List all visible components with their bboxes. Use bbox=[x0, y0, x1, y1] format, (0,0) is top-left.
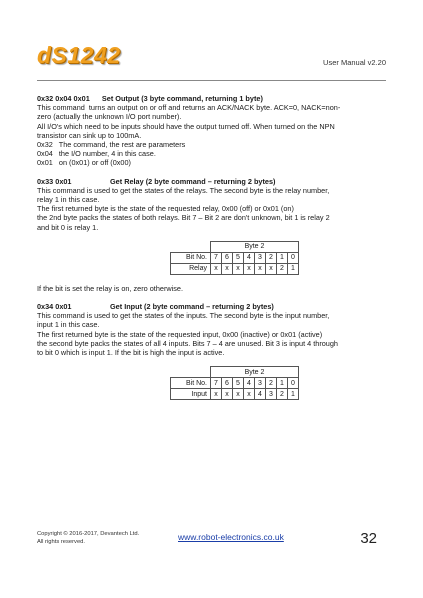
text-line: 0x32 The command, the rest are parameters bbox=[37, 140, 186, 150]
table-cell: 5 bbox=[233, 252, 244, 263]
table-cell: 6 bbox=[222, 378, 233, 389]
table-cell: 1 bbox=[277, 252, 288, 263]
ds1242-logo: dS1242 bbox=[37, 42, 121, 68]
table-cell: 2 bbox=[277, 389, 288, 400]
table-cell: x bbox=[233, 389, 244, 400]
table-cell: x bbox=[266, 263, 277, 274]
table-cell: x bbox=[222, 263, 233, 274]
table-cell: x bbox=[222, 389, 233, 400]
table-cell: 0 bbox=[288, 252, 299, 263]
table-row bbox=[171, 389, 299, 400]
table-cell: 2 bbox=[277, 263, 288, 274]
manual-version: User Manual v2.20 bbox=[323, 58, 386, 67]
text-line: 0x04 the I/O number, 4 in this case. bbox=[37, 149, 156, 159]
table-cell: 0 bbox=[288, 378, 299, 389]
text-line: the second byte packs the states of all 4 inputs. Bits 7 – 4 are unused. Bit 3 is input 4 through bbox=[37, 338, 338, 348]
table-cell: x bbox=[255, 263, 266, 274]
text-line: zero (actually the unknown I/O port number). bbox=[37, 112, 182, 122]
input-bit-table bbox=[170, 366, 299, 400]
table-row bbox=[171, 252, 299, 263]
table-cell: 5 bbox=[233, 378, 244, 389]
table-cell: x bbox=[233, 263, 244, 274]
table-cell: 4 bbox=[255, 389, 266, 400]
text-line: to bit 0 which is input 1. If the bit is high the input is active. bbox=[37, 348, 225, 358]
text-line: This command turns an output on or off and returns an ACK/NACK byte. ACK=0, NACK=non- bbox=[37, 103, 341, 113]
table-cell: x bbox=[211, 263, 222, 274]
page-number: 32 bbox=[360, 530, 377, 547]
byte-header: Byte 2 bbox=[211, 241, 299, 252]
page-content bbox=[37, 94, 387, 400]
row-label: Relay bbox=[171, 263, 211, 274]
text-line: and bit 0 is relay 1. bbox=[37, 222, 99, 232]
byte-header: Byte 2 bbox=[211, 367, 299, 378]
row-label: Bit No. bbox=[171, 252, 211, 263]
table-cell: 1 bbox=[277, 378, 288, 389]
table-cell: 3 bbox=[255, 378, 266, 389]
text-line: This command is used to get the states of the relays. The second byte is the relay number, bbox=[37, 185, 330, 195]
table-cell: x bbox=[244, 263, 255, 274]
relay-bit-table bbox=[170, 241, 299, 275]
table-cell: 4 bbox=[244, 378, 255, 389]
table-cell: 4 bbox=[244, 252, 255, 263]
table-cell: 7 bbox=[211, 378, 222, 389]
table-cell: 3 bbox=[255, 252, 266, 263]
table-cell: 7 bbox=[211, 252, 222, 263]
text-line: the 2nd byte packs the states of both relays. Bit 7 – Bit 2 are don't unknown, bit 1 is relay 2 bbox=[37, 213, 330, 223]
text-line: The first returned byte is the state of the requested input, 0x00 (inactive) or 0x01 (active) bbox=[37, 329, 323, 339]
row-label: Bit No. bbox=[171, 378, 211, 389]
copyright-text: Copyright © 2016-2017, Devantech Ltd. bbox=[37, 531, 140, 537]
section-title-get-input: 0x34 0x01 Get Input (2 byte command – returning 2 bytes) bbox=[37, 302, 274, 312]
text-line: relay 1 in this case. bbox=[37, 195, 100, 205]
text-line: input 1 in this case. bbox=[37, 320, 100, 330]
table-row bbox=[171, 263, 299, 274]
text-line: If the bit is set the relay is on, zero otherwise. bbox=[37, 283, 184, 293]
table-cell: 6 bbox=[222, 252, 233, 263]
text-line: transistor can sink up to 100mA. bbox=[37, 130, 142, 140]
table-cell: x bbox=[244, 389, 255, 400]
table-cell: 1 bbox=[288, 389, 299, 400]
table-cell: 2 bbox=[266, 378, 277, 389]
text-line: This command is used to get the states of the inputs. The second byte is the input number, bbox=[37, 311, 330, 321]
table-cell: 3 bbox=[266, 389, 277, 400]
website-link[interactable]: www.robot-electronics.co.uk bbox=[178, 532, 284, 542]
rights-text: All rights reserved. bbox=[37, 538, 86, 545]
section-title-set-output: 0x32 0x04 0x01 Set Output (3 byte command, returning 1 byte) bbox=[37, 94, 263, 103]
text-line: All I/O's which need to be inputs should have the output turned off. When turned on the NPN bbox=[37, 121, 335, 131]
table-cell: x bbox=[211, 389, 222, 400]
table-cell: 1 bbox=[288, 263, 299, 274]
table-cell: 2 bbox=[266, 252, 277, 263]
header-divider bbox=[37, 80, 386, 81]
section-title-get-relay: 0x33 0x01 Get Relay (2 byte command – returning 2 bytes) bbox=[37, 176, 276, 186]
text-line: The first returned byte is the state of the requested relay, 0x00 (off) or 0x01 (on) bbox=[37, 204, 294, 214]
table-row bbox=[171, 378, 299, 389]
text-line: 0x01 on (0x01) or off (0x00) bbox=[37, 158, 131, 168]
footer-copyright bbox=[37, 531, 139, 546]
row-label: Input bbox=[171, 389, 211, 400]
